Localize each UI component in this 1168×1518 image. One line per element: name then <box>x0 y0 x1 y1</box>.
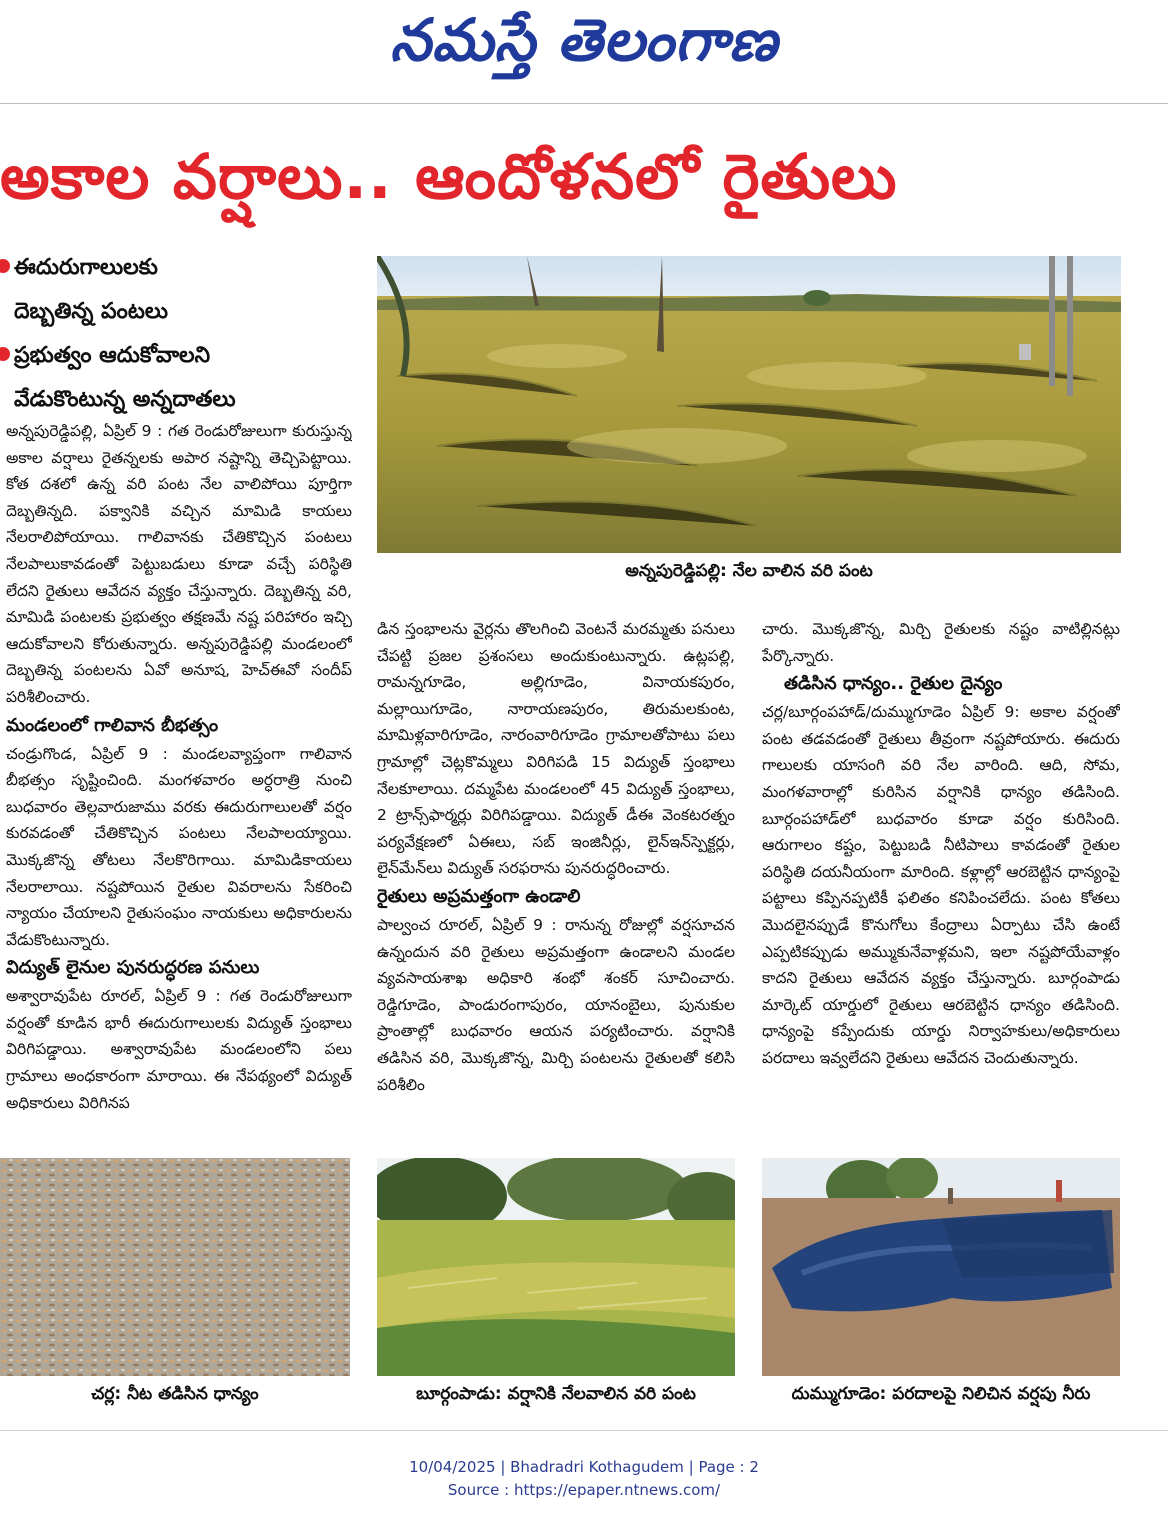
article-paragraph: చారు. మొక్కజొన్న, మిర్చి రైతులకు నష్టం వాటిల్లినట్లు పేర్కొన్నారు. <box>762 620 1120 665</box>
bullet-text: ప్రభుత్వం ఆదుకోవాలని <box>14 343 211 368</box>
bullet-list <box>0 246 360 422</box>
bullet-dot-icon <box>0 347 10 361</box>
article-paragraph: డిన స్తంభాలను వైర్లను తొలగించి వెంటనే మరమ్మతు పనులు చేపట్టి ప్రజల ప్రశంసలు అందుకుంటున్నారు. ఉట్లపల్లి, రామన్నగూడెం, అల్లిగూడెం, వినాయకపురం, మల్లాయిగూడెం, నారాయణపురం, తిరుమలకుంట, మామిళ్లవారిగూడెం, నారంవారిగూడెం గ్రామాలతోపాటు పలు గ్రామాల్లో చెట్లకొమ్మలు విరిగిపడి 15 విద్యుత్ స్తంభాలు నేలకూలాయి. దమ్మపేట మండలంలో 45 విద్యుత్ స్తంభాలు, 2 ట్రాన్స్‌ఫార్మర్లు విరిగిపడ్డాయి. విద్యుత్ డీఈ వెంకటరత్నం పర్యవేక్షణలో ఏఈలు, సబ్ ఇంజినీర్లు, లైన్‌ఇన్‌స్పెక్టర్లు, లైన్‌మేన్‌లు విద్యుత్ సరఫరాను పునరుద్ధరించారు. <box>377 620 735 878</box>
wet-grain-image <box>0 1158 350 1376</box>
photo-fallen-paddy-rain-caption: బూర్గంపాడు: వర్షానికి నేలవాలిన వరి పంట <box>416 1384 696 1404</box>
article-subhead: తడిసిన ధాన్యం.. రైతుల దైన్యం <box>784 673 1003 695</box>
photo-wet-grain <box>0 1158 350 1376</box>
article-subhead: రైతులు అప్రమత్తంగా ఉండాలి <box>377 885 581 907</box>
paddy-field-image <box>377 256 1121 553</box>
photo-tarpaulin-water-caption: దుమ్ముగూడెం: పరదాలపై నిలిచిన వర్షపు నీరు <box>791 1384 1091 1404</box>
main-photo-fallen-paddy <box>377 256 1121 553</box>
headline: అకాల వర్షాలు.. ఆందోళనలో రైతులు <box>0 140 898 213</box>
bullet-text: ఈదురుగాలులకు <box>14 255 158 280</box>
footer-date-line: 10/04/2025 | Bhadradri Kothagudem | Page : 2 <box>409 1458 759 1476</box>
article-paragraph: అన్నపురెడ్డిపల్లి, ఏప్రిల్ 9 : గత రెండురోజులుగా కురుస్తున్న అకాల వర్షాలు రైతన్నలకు అపార నష్టాన్ని తెచ్చిపెట్టాయి. కోత దశలో ఉన్న వరి పంట నేల వాలిపోయి పూర్తిగా దెబ్బతిన్నది. పక్వానికి వచ్చిన మామిడి కాయలు నేలరాలిపోయాయి. గాలివానకు చేతికొచ్చిన పంటలు నేలపాలుకావడంతో పెట్టుబడులు కూడా వచ్చే పరిస్థితి లేదని రైతులు ఆవేదన వ్యక్తం చేస్తున్నారు. దెబ్బతిన్న వరి, మామిడి పంటలకు ప్రభుత్వం తక్షణమే నష్ట పరిహారం ఇచ్చి ఆదుకోవాలని కోరుతున్నారు. అన్నపురెడ్డిపల్లి మండలంలో దెబ్బతిన్న పంటలను ఏవో అనూష, హెచ్ఈవో సందీప్ పరిశీలించారు. <box>6 422 352 706</box>
masthead <box>0 0 1168 104</box>
article-column-1 <box>6 418 352 1140</box>
bullet-item <box>0 334 360 378</box>
photo-fallen-paddy-rain <box>377 1158 735 1376</box>
article-subhead: మండలంలో గాలివాన బీభత్సం <box>6 714 219 736</box>
photo-tarpaulin-water <box>762 1158 1120 1376</box>
article-column-2 <box>377 616 735 1140</box>
article-paragraph: పాల్వంచ రూరల్, ఏప్రిల్ 9 : రానున్న రోజుల్లో వర్షసూచన ఉన్నందున వరి రైతులు అప్రమత్తంగా ఉండాలని మండల వ్యవసాయశాఖ అధికారి శంభో శంకర్ సూచించారు. రెడ్డిగూడెం, పాండురంగాపురం, యానంబైలు, పునుకుల ప్రాంతాల్లో బుధవారం ఆయన పర్యటించారు. వర్షానికి తడిసిన వరి, మొక్కజొన్న, మిర్చి పంటలను రైతులతో కలిసి పరిశీలిం <box>377 915 735 1094</box>
footer-divider <box>0 1430 1168 1431</box>
bullet-text: వేడుకొంటున్న అన్నదాతలు <box>14 387 236 412</box>
main-photo-caption: అన్నపురెడ్డిపల్లి: నేల వాలిన వరి పంట <box>625 561 873 581</box>
newspaper-logo: నమస్తే తెలంగాణ <box>390 6 778 74</box>
bullet-dot-icon <box>0 259 10 273</box>
article-subhead: విద్యుత్ లైనుల పునరుద్ధరణ పనులు <box>6 957 260 979</box>
bullet-text: దెబ్బతిన్న పంటలు <box>14 299 169 324</box>
article-paragraph: చండ్రుగొండ, ఏప్రిల్ 9 : మండలవ్యాప్తంగా గాలివాన బీభత్సం సృష్టించింది. మంగళవారం అర్ధరాత్రి నుంచి బుధవారం తెల్లవారుజాము వరకు ఈదురుగాలులతో వర్షం కురవడంతో చేతికొచ్చిన పంటలు నేలపాలయ్యాయి. మొక్కజొన్న తోటలు నేలకొరిగాయి. మామిడికాయలు నేలరాలాయి. నష్టపోయిన రైతుల వివరాలను సేకరించి న్యాయం చేయాలని రైతుసంఘం నాయకులు అధికారులను వేడుకొంటున్నారు. <box>6 744 352 949</box>
article-paragraph: చర్ల/బూర్గంపహాడ్/దుమ్ముగూడెం ఏప్రిల్ 9: అకాల వర్షంతో పంట తడవడంతో రైతులు తీవ్రంగా నష్టపోయారు. ఈదురు గాలులకు యాసంగి వరి నేల వారింది. ఆది, సోమ, మంగళవారాల్లో కురిసిన వర్షానికి ధాన్యం తడిసింది. బూర్గంపహాడ్‌లో బుధవారం కూడా వర్షం కురిసింది. ఆరుగాలం కష్టం, పెట్టుబడి నీటిపాలు కావడంతో రైతుల పరిస్థితి దయనీయంగా మారింది. కళ్లాల్లో ఆరబెట్టిన ధాన్యంపై పట్టాలు కప్పినప్పటికీ ఫలితం కనిపించలేదు. పంట కోతలు మొదలైనప్పుడే కొనుగోలు కేంద్రాలు ఏర్పాటు చేసి ఉంటే ఎప్పటికప్పుడు అమ్ముకునేవాళ్లమని, ఇలా నష్టపోయేవాళ్లం కాదని రైతులు ఆవేదన వ్యక్తం చేస్తున్నారు. బూర్గంపాడు మార్కెట్ యార్డులో రైతులు ఆరబెట్టిన ధాన్యం తడిసింది. ధాన్యంపై కప్పేందుకు యార్డు నిర్వాహకులు/అధికారులు పరదాలు ఇవ్వలేదని రైతులు ఆవేదన చెందుతున్నారు. <box>762 703 1120 1067</box>
bullet-item-continuation <box>0 290 360 334</box>
photo-wet-grain-caption: చర్ల: నీట తడిసిన ధాన్యం <box>91 1384 259 1404</box>
article-column-3 <box>762 616 1120 1140</box>
footer-source-link[interactable]: Source : https://epaper.ntnews.com/ <box>447 1481 721 1499</box>
tarpaulin-image <box>762 1158 1120 1376</box>
fallen-paddy-image <box>377 1158 735 1376</box>
article-paragraph: అశ్వారావుపేట రూరల్, ఏప్రిల్ 9 : గత రెండురోజులుగా వర్షంతో కూడిన భారీ ఈదురుగాలులకు విద్యుత్ స్తంభాలు విరిగిపడ్డాయి. అశ్వారావుపేట మండలంలోని పలు గ్రామాలు అంధకారంగా మారాయి. ఈ నేపథ్యంలో విద్యుత్ అధికారులు విరిగినప <box>6 987 352 1112</box>
bullet-item-continuation <box>0 378 360 422</box>
bullet-item <box>0 246 360 290</box>
